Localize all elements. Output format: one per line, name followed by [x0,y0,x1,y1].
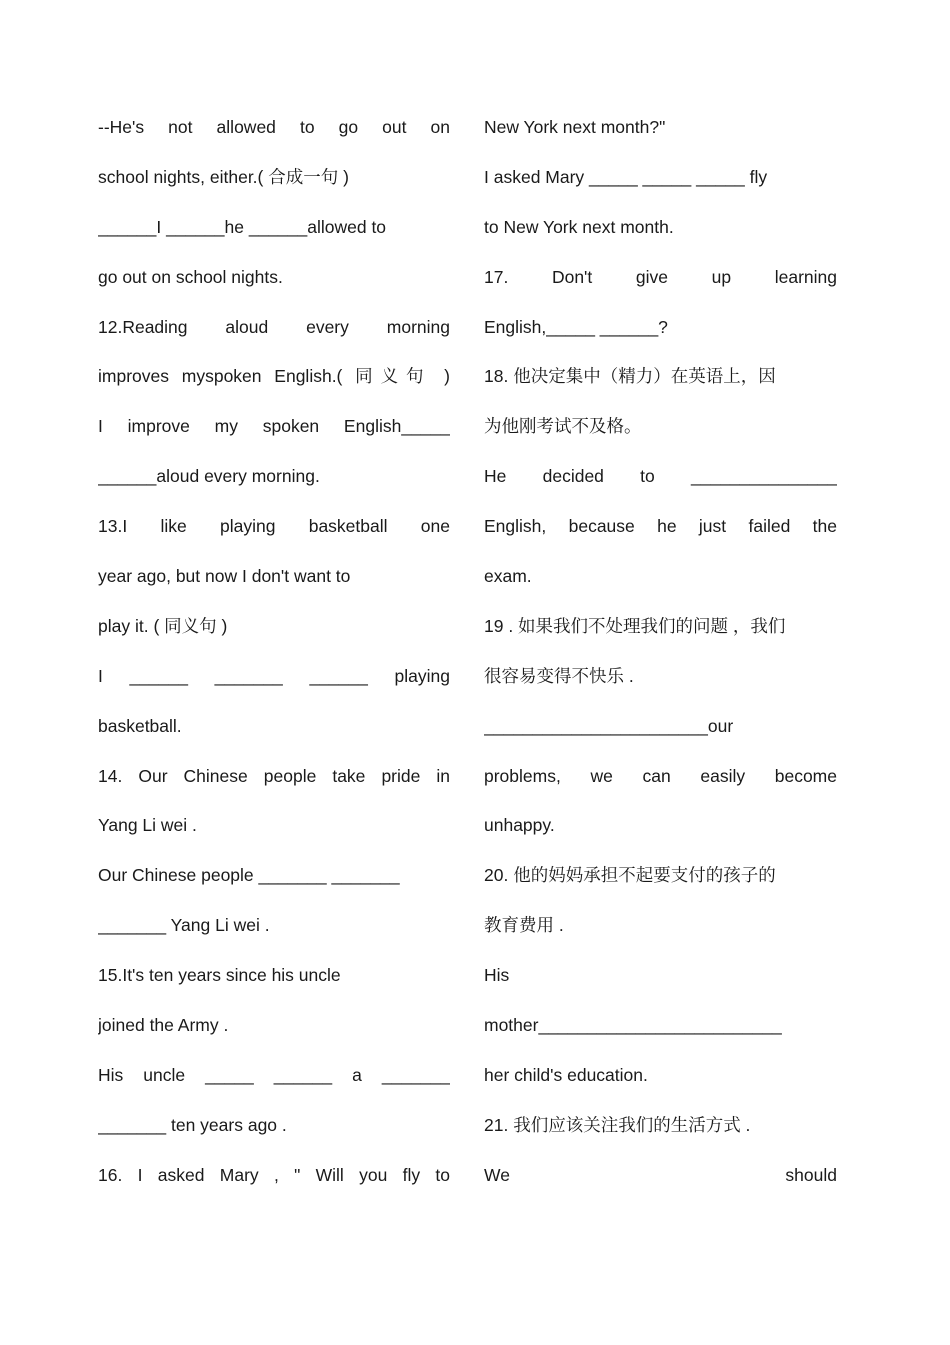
left-line-1: --He's not allowed to go out on [98,117,450,137]
right-line-19: mother_________________________ [484,1015,782,1036]
left-column [98,108,450,1206]
right-line-4: 17. Don't give up learning [484,266,837,287]
left-line-15: Yang Li wei . [98,815,197,836]
left-line-8: ______aloud every morning. [98,466,320,487]
right-line-22: We should [484,1164,837,1185]
left-line-6: improves myspoken English.( 同义句 ) [98,366,450,387]
left-line-3: ______I ______he ______allowed to [98,216,387,237]
right-line-21: 21. 我们应该关注我们的生活方式 . [484,1114,751,1135]
left-line-12: I ______ _______ ______ playing [98,665,450,686]
right-line-20: her child's education. [484,1064,648,1085]
right-line-13: _______________________our [484,715,734,736]
left-line-17: _______ Yang Li wei . [98,915,270,936]
right-line-6: 18. 他决定集中（精力）在英语上，因 [484,366,776,387]
right-column [484,108,837,1206]
right-line-14: problems, we can easily become [484,765,837,786]
right-line-2: I asked Mary _____ _____ _____ fly [484,166,768,187]
left-line-16: Our Chinese people _______ _______ [98,865,400,886]
left-line-21: _______ ten years ago . [98,1114,287,1135]
right-line-9: English, because he just failed the [484,516,837,537]
left-line-22: 16. I asked Mary , " Will you fly to [98,1164,450,1185]
right-line-7: 为他刚考试不及格。 [484,416,642,437]
left-line-20: His uncle _____ ______ a _______ [98,1064,450,1085]
left-line-2: school nights, either.( 合成一句 ) [98,166,349,187]
right-line-15: unhappy. [484,815,555,836]
left-line-19: joined the Army . [98,1015,229,1036]
left-line-10: year ago, but now I don't want to [98,566,351,587]
left-line-14: 14. Our Chinese people take pride in [98,765,450,786]
right-line-18: His [484,965,510,986]
right-line-11: 19 . 如果我们不处理我们的问题 ，我们 [484,615,786,636]
left-line-4: go out on school nights. [98,266,283,287]
right-line-3: to New York next month. [484,216,674,237]
right-line-10: exam. [484,566,532,587]
right-line-12: 很容易变得不快乐 . [484,665,634,686]
left-line-18: 15.It's ten years since his uncle [98,965,341,986]
left-line-13: basketball. [98,715,182,736]
right-line-5: English,_____ ______? [484,316,668,337]
right-line-16: 20. 他的妈妈承担不起要支付的孩子的 [484,865,776,886]
left-line-7: I improve my spoken English_____ [98,416,450,437]
right-line-17: 教育费用 . [484,915,564,936]
left-line-9: 13.I like playing basketball one [98,516,450,537]
left-line-5: 12.Reading aloud every morning [98,316,450,337]
left-line-11: play it. ( 同义句 ) [98,615,228,636]
right-line-1: New York next month?" [484,117,666,137]
right-line-8: He decided to _______________ [484,466,837,487]
